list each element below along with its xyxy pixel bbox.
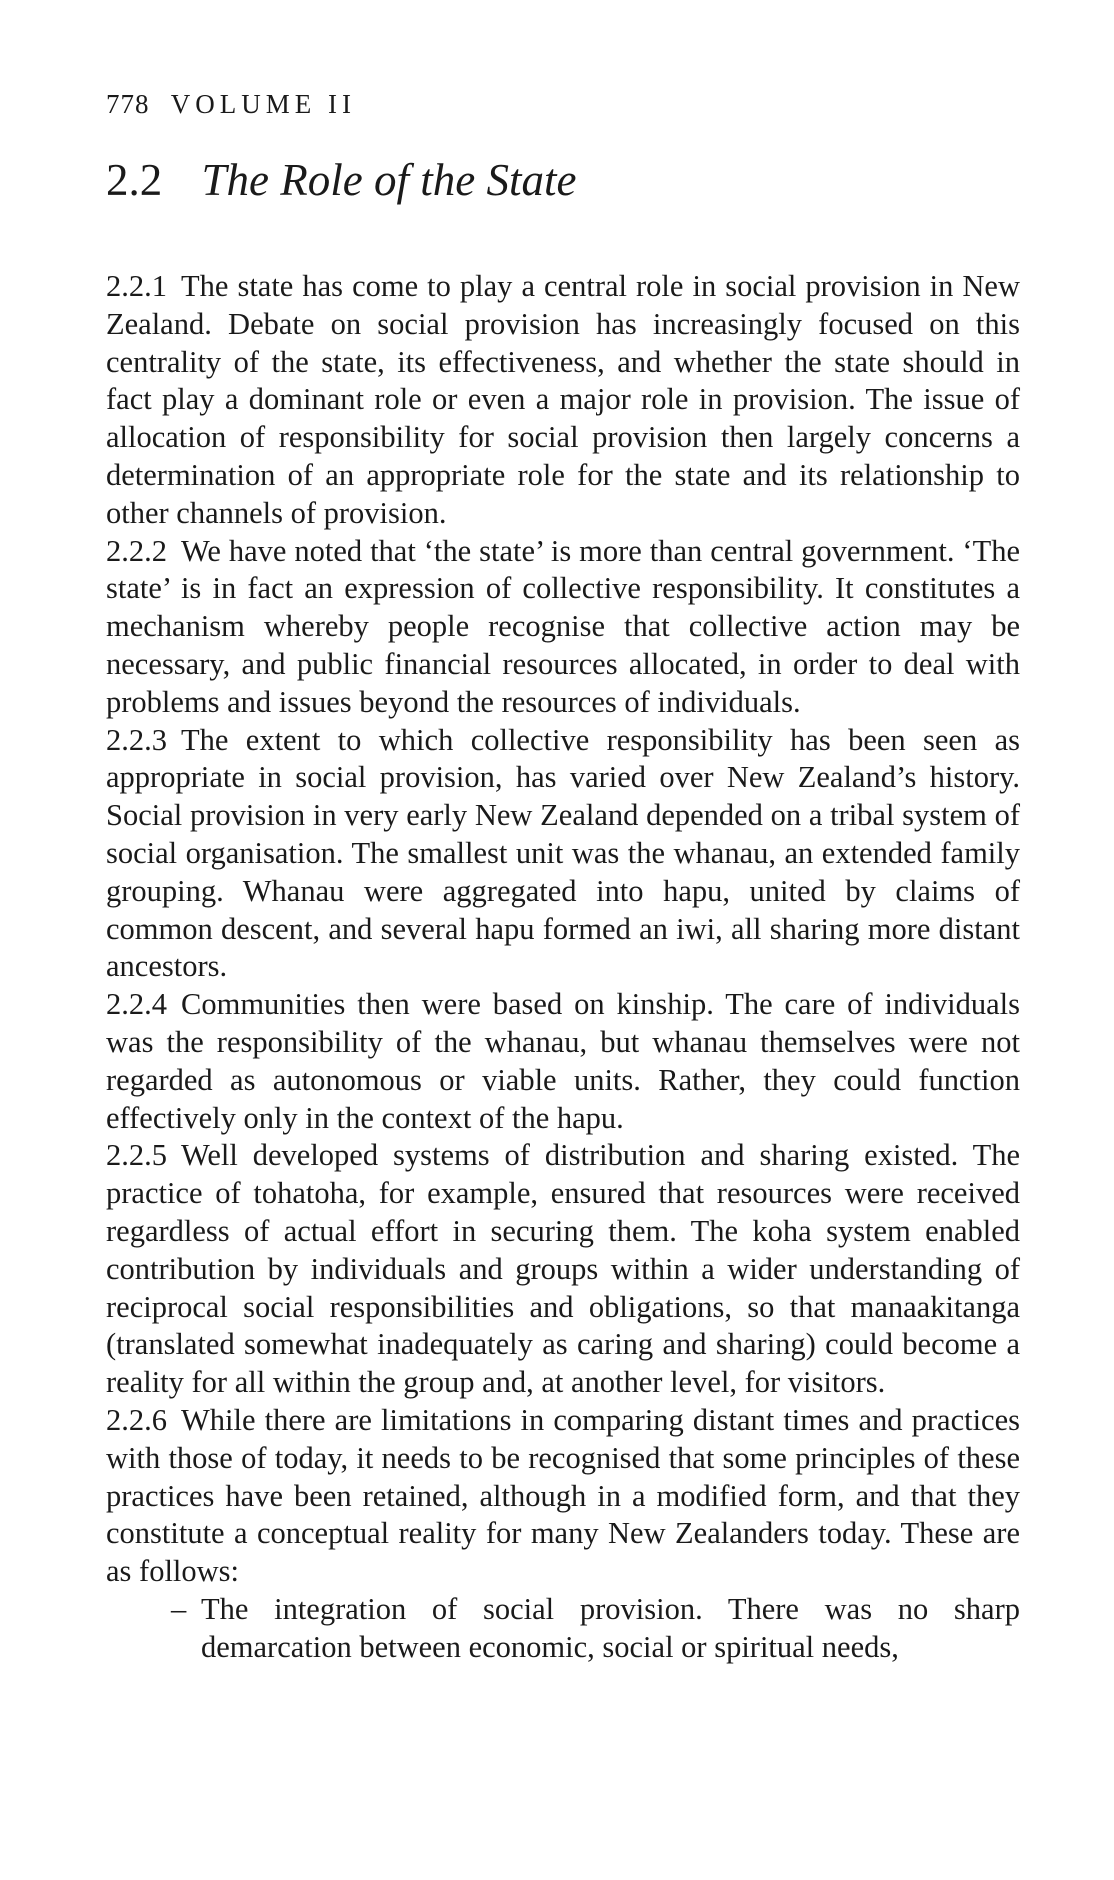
running-header	[106, 88, 1020, 128]
list-item-text: The integration of social provision. There was no sharp demarcation between economic, social or spiritual needs,	[201, 1591, 1020, 1664]
list-dash: –	[171, 1591, 187, 1626]
document-page	[106, 88, 1020, 1666]
paragraph-number: 2.2.6	[106, 1402, 167, 1437]
paragraph	[106, 268, 1020, 533]
paragraph-text: The extent to which collective responsibility has been seen as appropriate in social provision, has varied over New Zealand’s history. Social provision in very early New Zealand depended on a tribal system of social organisation. The smallest unit was the whanau, an extended family grouping. Whanau were aggregated into hapu, united by claims of common descent, and several hapu formed an iwi, all sharing more distant ancestors.	[106, 722, 1020, 984]
paragraph-text: We have noted that ‘the state’ is more than central government. ‘The state’ is in fact an expression of collective responsibility. It constitutes a mechanism whereby people recognise that collective action may be necessary, and public financial resources allocated, in order to deal with problems and issues beyond the resources of individuals.	[106, 533, 1020, 719]
paragraph-text: The state has come to play a central role in social provision in New Zealand. Debate on social provision has increasingly focused on this centrality of the state, its effectiveness, and whether the state should in fact play a dominant role or even a major role in provision. The issue of allocation of responsibility for social provision then largely concerns a determination of an appropriate role for the state and its relationship to other channels of provision.	[106, 269, 1020, 530]
paragraph	[106, 533, 1020, 722]
paragraph-number: 2.2.5	[106, 1138, 167, 1173]
section-number: 2.2	[106, 155, 163, 205]
paragraph-text: Well developed systems of distribution and sharing existed. The practice of tohatoha, for example, ensured that resources were received regardless of actual effort in securing them. The koha system enabled contribution by individuals and groups within a wider understanding of reciprocal social responsibilities and obligations, so that manaakitanga (translated somewhat inadequately as caring and sharing) could become a reality for all within the group and, at another level, for visitors.	[106, 1138, 1020, 1400]
paragraph	[106, 986, 1020, 1137]
paragraph-number: 2.2.3	[106, 722, 167, 757]
page-number: 778	[106, 89, 150, 119]
paragraph	[106, 722, 1020, 987]
paragraph	[106, 1402, 1020, 1591]
paragraph-text: Communities then were based on kinship. The care of individuals was the responsibility of the whanau, but whanau themselves were not regarded as autonomous or viable units. Rather, they could function effectively only in the context of the hapu.	[106, 987, 1020, 1135]
paragraph-text: While there are limitations in comparing distant times and practices with those of today, it needs to be recognised that some principles of these practices have been retained, although in a modified form, and that they constitute a conceptual reality for many New Zealanders today. These are as follows:	[106, 1402, 1020, 1589]
paragraph-number: 2.2.2	[106, 533, 167, 568]
section-title: The Role of the State	[201, 155, 577, 205]
volume-label: VOLUME II	[170, 89, 356, 119]
section-heading	[106, 152, 1020, 208]
paragraph-number: 2.2.4	[106, 987, 167, 1022]
list-item	[171, 1591, 1020, 1667]
paragraph	[106, 1137, 1020, 1402]
paragraph-number: 2.2.1	[106, 269, 167, 303]
